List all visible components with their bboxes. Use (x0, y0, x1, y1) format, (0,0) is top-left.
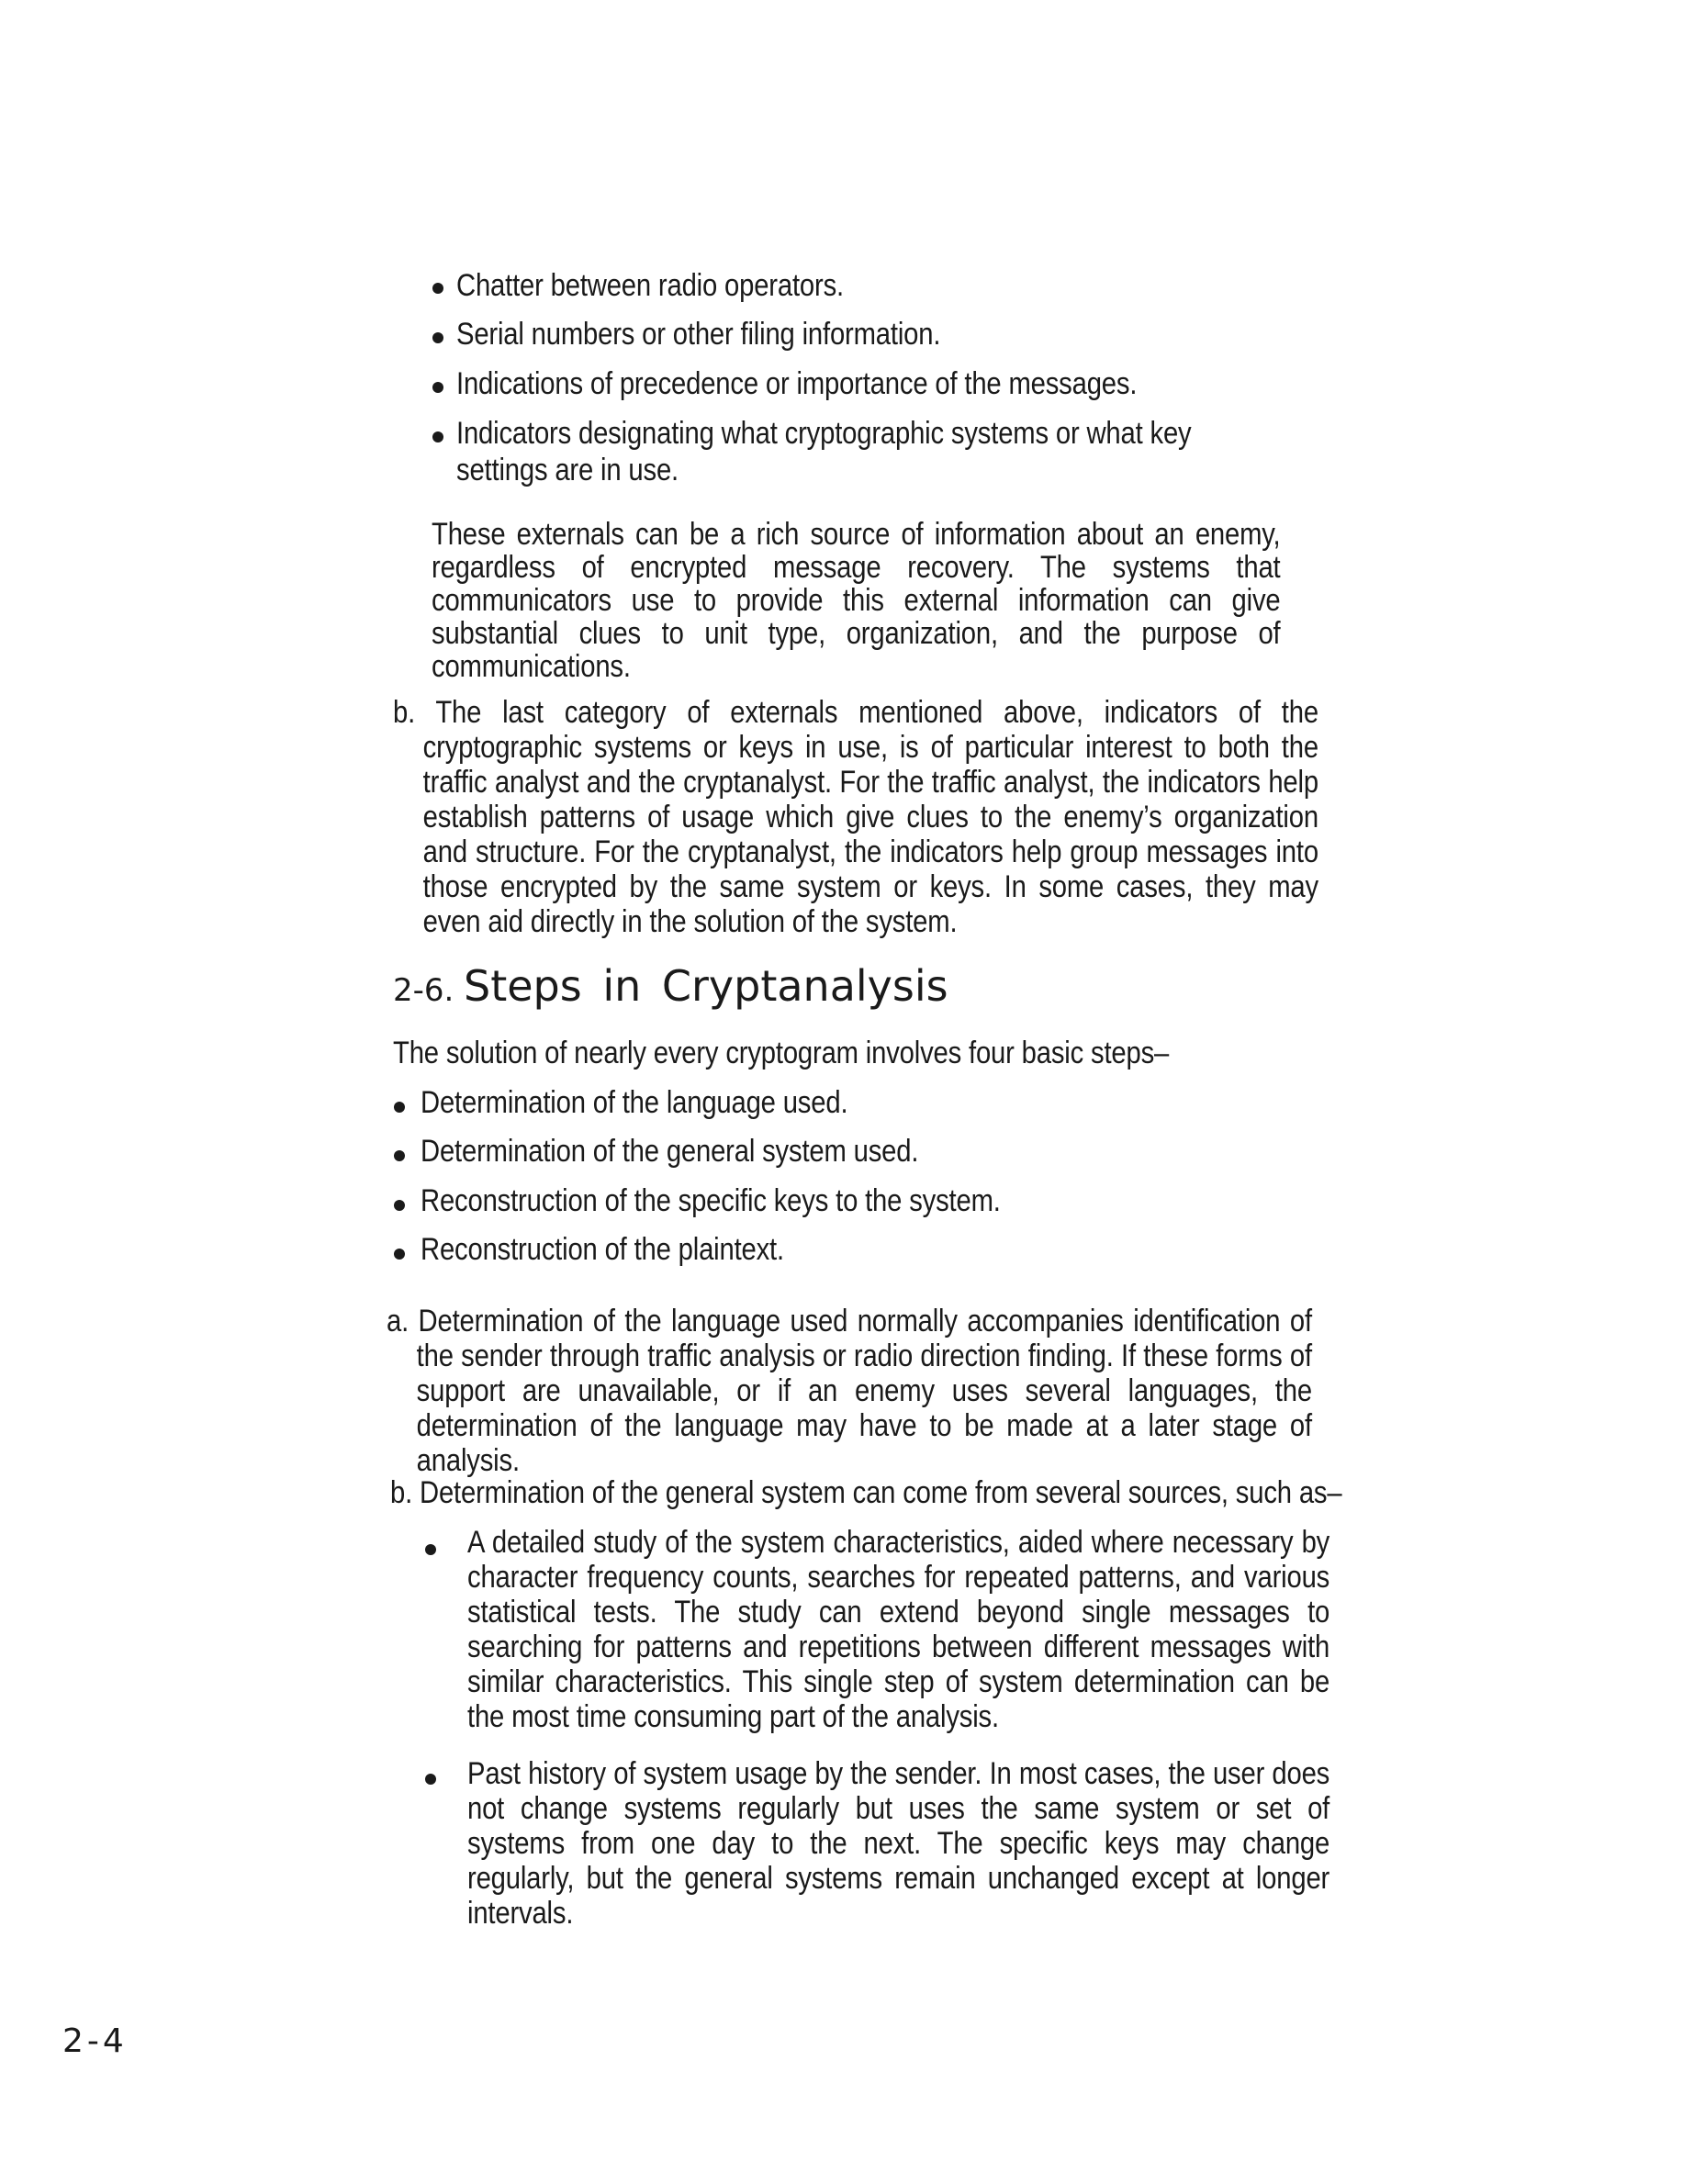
page-number: 2-4 (62, 2022, 128, 2060)
bullet-icon (425, 1544, 436, 1555)
list-item: Serial numbers or other filing information. (456, 317, 941, 352)
list-item: Indicators designating what cryptographic systems or what key settings are in use. (456, 416, 1192, 487)
list-item: Past history of system usage by the sender. In most cases, the user does not change systems regularly but uses the same system or set of systems from one day to the next. The specific keys may change regularly, but the general systems remain unchanged except at longer intervals. (467, 1756, 1330, 1931)
bullet-icon (394, 1249, 405, 1260)
list-item: Determination of the language used. (421, 1085, 848, 1120)
section-title: Steps in Cryptanalysis (464, 961, 948, 1011)
bullet-icon (394, 1102, 405, 1113)
bullet-icon (425, 1774, 436, 1785)
bullet-icon (432, 382, 443, 393)
bullet-icon (432, 332, 443, 343)
paragraph-a-language: a. Determination of the language used normally accompanies identification of the sender through traffic analysis or radio direction finding. If these forms of support are unavailable, or if an enemy uses several languages, the determination of the language may have to be made at a later stage of analysis. (387, 1304, 1312, 1478)
section-intro: The solution of nearly every cryptogram involves four basic steps– (393, 1036, 1170, 1070)
list-item: Reconstruction of the plaintext. (421, 1232, 784, 1267)
bullet-icon (394, 1150, 405, 1161)
bullet-icon (432, 283, 443, 294)
list-item: Determination of the general system used. (421, 1134, 919, 1169)
externals-paragraph: These externals can be a rich source of information about an enemy, regardless of encrypted message recovery. The systems that communicators use to provide this external information can give substantial clues to unit type, organization, and the purpose of communications. (432, 517, 1281, 684)
list-item: Chatter between radio operators. (456, 268, 844, 303)
bullet-icon (432, 431, 443, 442)
paragraph-b-indicators: b. The last category of externals mentioned above, indicators of the cryptographic systems or keys in use, is of particular interest to both the traffic analyst and the cryptanalyst. For the traffic analyst, the indicators help establish patterns of usage which give clues to the enemy’s organization and structure. For the cryptanalyst, the indicators help group messages into those encrypted by the same system or keys. In some cases, they may even aid directly in the solution of the system. (393, 695, 1318, 939)
paragraph-b-system-intro: b. Determination of the general system can come from several sources, such as– (390, 1475, 1342, 1510)
bullet-icon (394, 1200, 405, 1211)
list-item: Indications of precedence or importance of the messages. (456, 366, 1138, 401)
list-item: A detailed study of the system characteristics, aided where necessary by character frequency counts, searches for repeated patterns, and various statistical tests. The study can extend beyond single messages to searching for patterns and repetitions between different messages with similar characteristics. This single step of system determination can be the most time consuming part of the analysis. (467, 1525, 1330, 1734)
section-number: 2-6. (393, 972, 454, 1009)
list-item: Reconstruction of the specific keys to the system. (421, 1183, 1001, 1218)
